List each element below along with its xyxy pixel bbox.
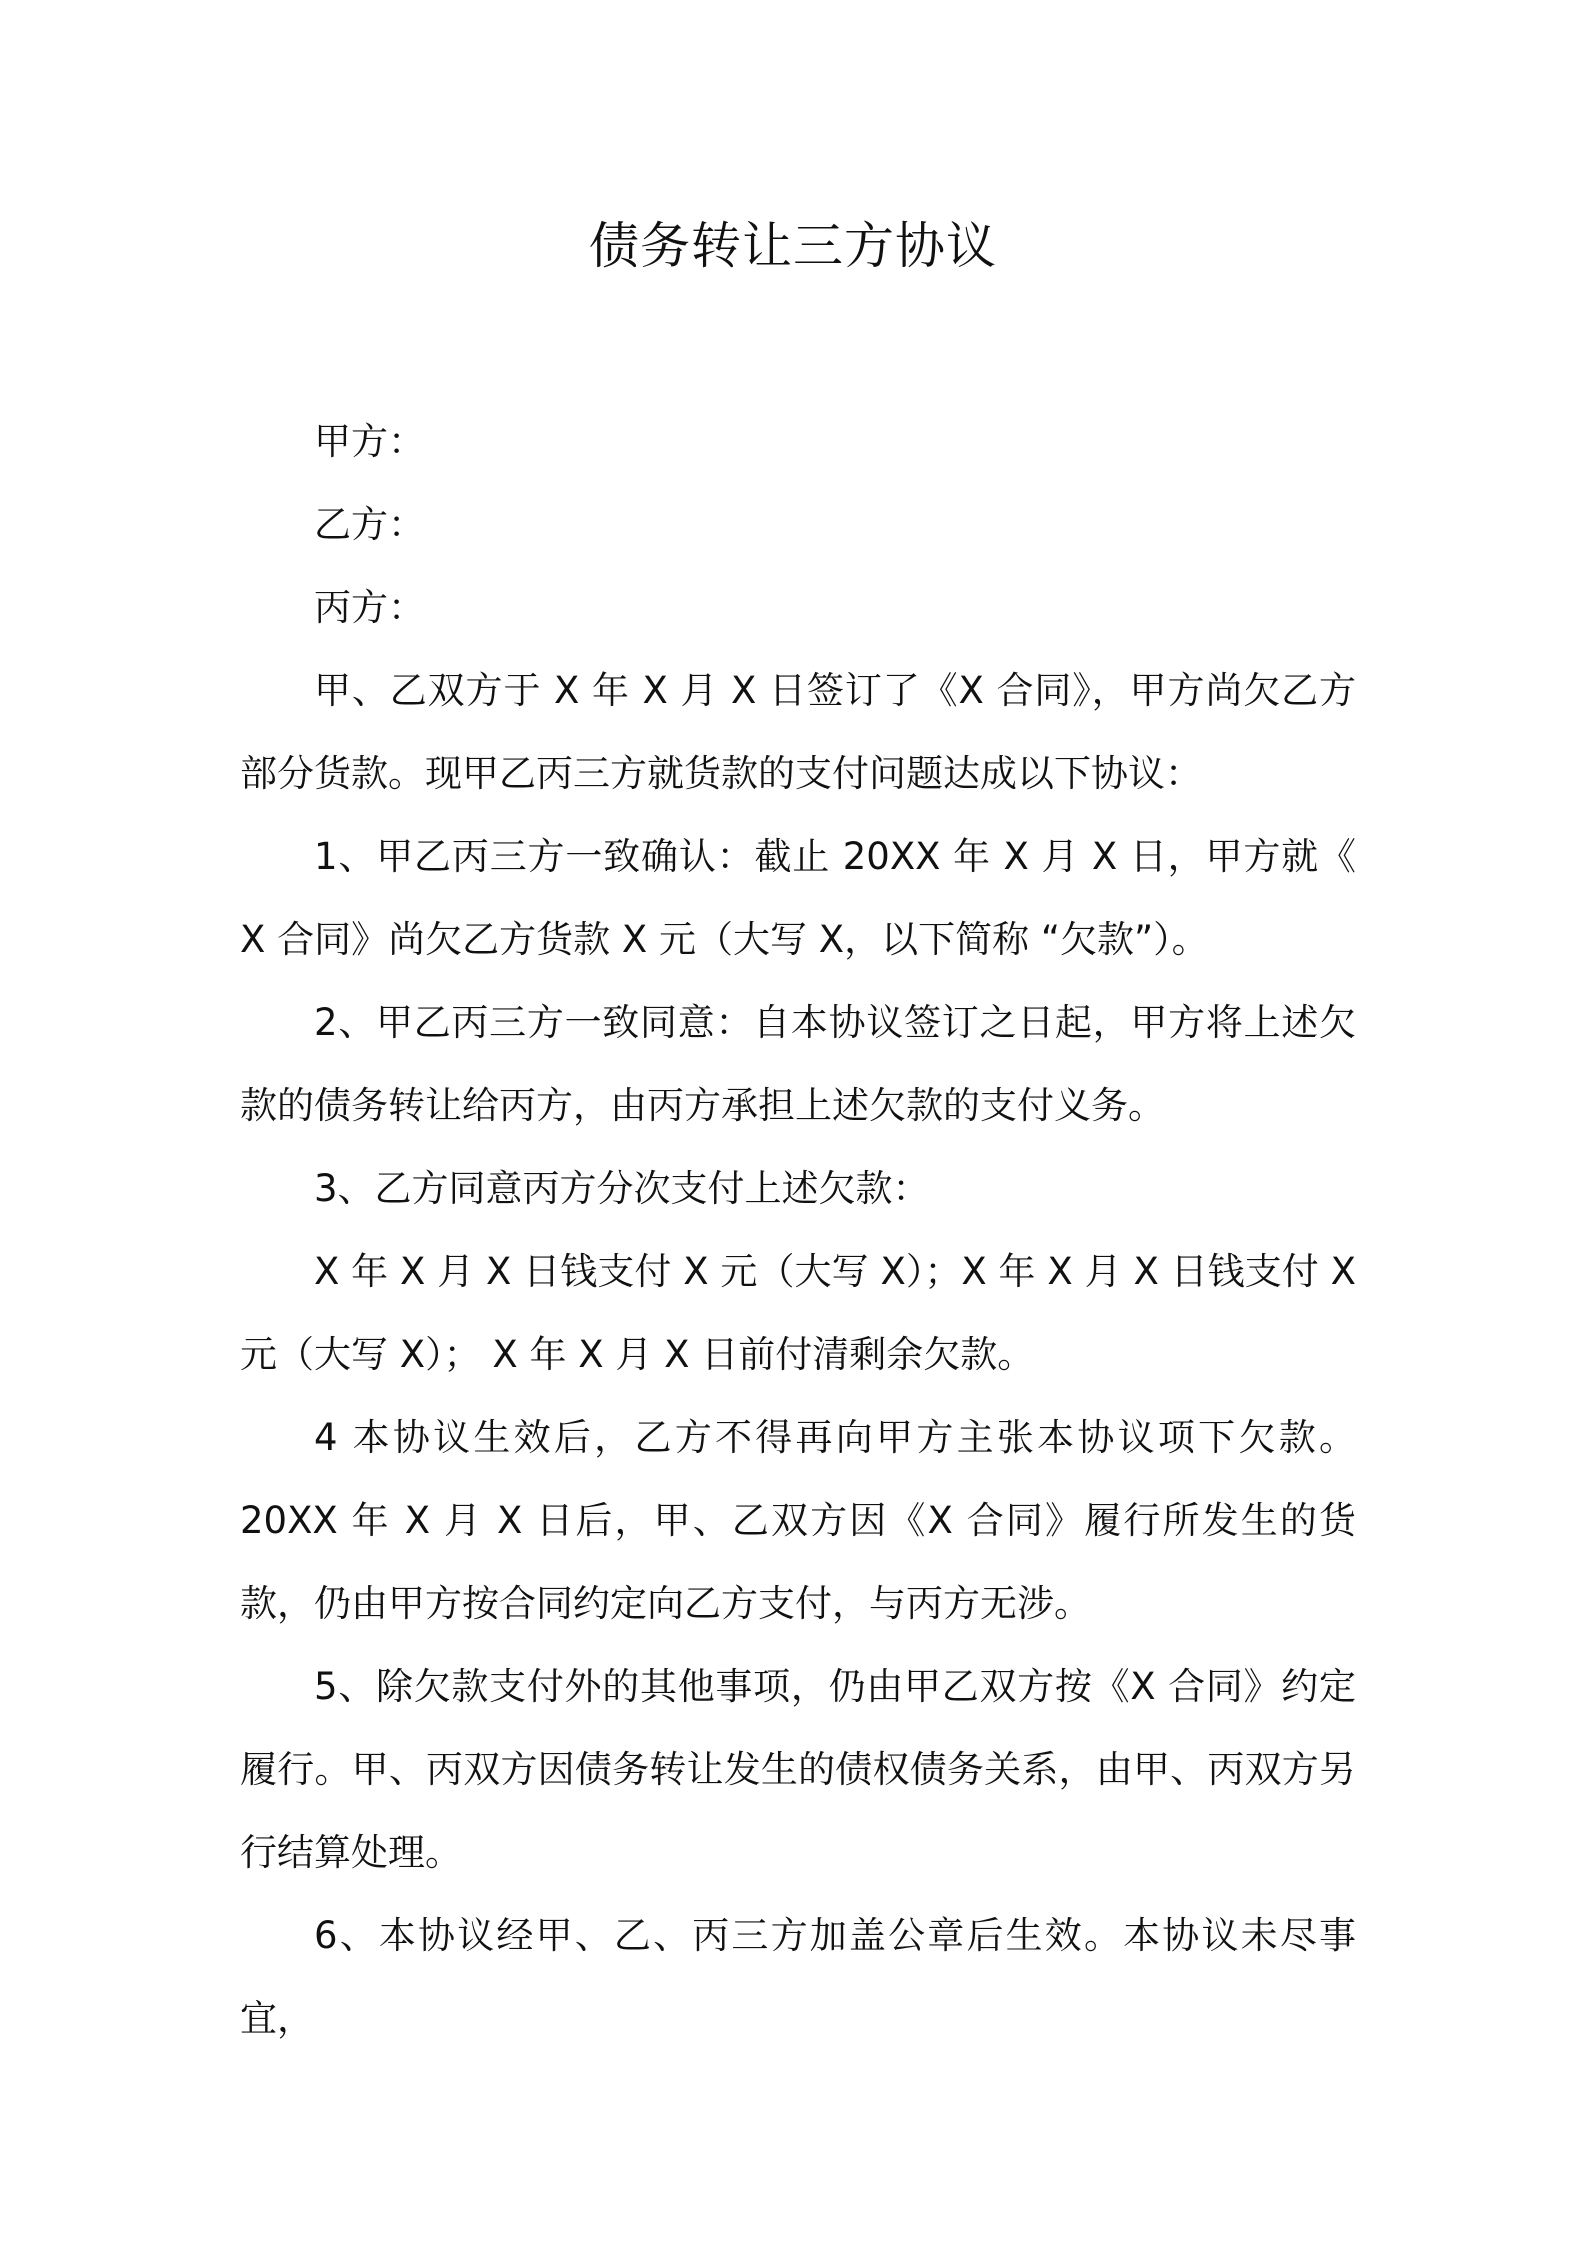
clause-1-paragraph: 1、甲乙丙三方一致确认：截止 20XX 年 X 月 X 日，甲方就《 X 合同》尚欠乙方货款 X 元（大写 X，以下简称 “欠款”）。: [240, 835, 1356, 961]
clause-3-paragraph: 3、乙方同意丙方分次支付上述欠款：: [314, 1167, 930, 1210]
clause-4-paragraph: 4 本协议生效后，乙方不得再向甲方主张本协议项下欠款。20XX 年 X 月 X 日后，甲、乙双方因《X 合同》履行所发生的货款，仍由甲方按合同约定向乙方支付，与丙方无涉。: [240, 1416, 1356, 1625]
document-body: [240, 400, 1356, 2060]
party-c-line: 丙方：: [314, 586, 425, 629]
clause-5-paragraph: 5、除欠款支付外的其他事项，仍由甲乙双方按《X 合同》约定履行。甲、丙双方因债务转让发生的债权债务关系，由甲、丙双方另行结算处理。: [240, 1665, 1356, 1874]
document-title: 债务转让三方协议: [589, 217, 997, 275]
clause-2-paragraph: 2、甲乙丙三方一致同意：自本协议签订之日起，甲方将上述欠款的债务转让给丙方，由丙方承担上述欠款的支付义务。: [240, 1001, 1356, 1127]
preamble-paragraph: 甲、乙双方于 X 年 X 月 X 日签订了《X 合同》，甲方尚欠乙方部分货款。现甲乙丙三方就货款的支付问题达成以下协议：: [240, 669, 1356, 795]
party-b-line: 乙方：: [314, 503, 425, 546]
clause-6-paragraph: 6、本协议经甲、乙、丙三方加盖公章后生效。本协议未尽事宜，: [240, 1914, 1356, 2040]
payment-schedule-paragraph: X 年 X 月 X 日钱支付 X 元（大写 X）；X 年 X 月 X 日钱支付 X 元（大写 X）； X 年 X 月 X 日前付清剩余欠款。: [240, 1250, 1356, 1376]
party-a-line: 甲方：: [314, 420, 425, 463]
